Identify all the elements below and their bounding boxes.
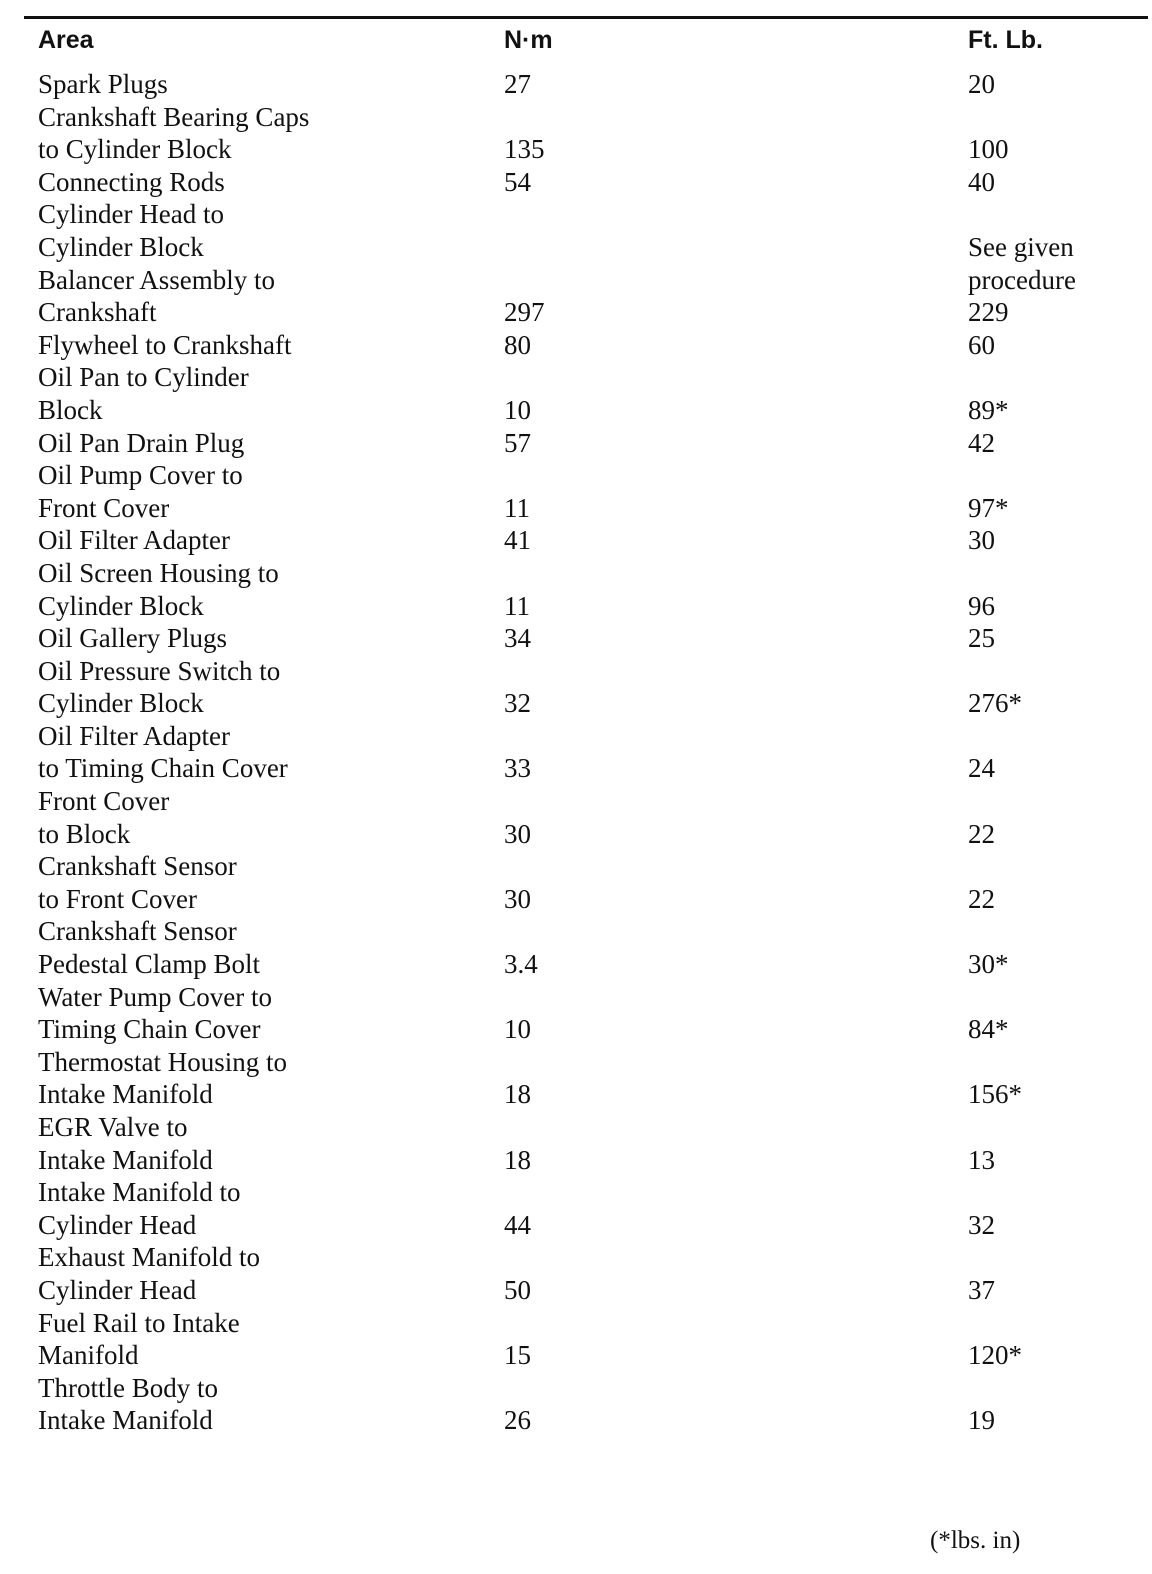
area-cell: to Block [38,818,131,849]
area-cell: to Front Cover [38,883,197,914]
table-row [0,68,1152,101]
ft-lb-cell: 42 [968,427,995,458]
table-row [0,329,1152,362]
area-cell: Water Pump Cover to [38,981,273,1012]
area-cell: Intake Manifold to [38,1177,241,1208]
area-cell: Cylinder Block [38,231,204,262]
ft-lb-cell: 96 [968,590,995,621]
area-cell: Cylinder Head [38,1274,197,1305]
nm-cell: 44 [504,1209,531,1240]
area-cell: Front Cover [38,786,170,817]
area-cell: Exhaust Manifold to [38,1242,260,1273]
table-row [0,524,1152,557]
ft-lb-cell: 22 [968,818,995,849]
nm-cell: 34 [504,623,531,654]
table-row [0,1176,1152,1241]
ft-lb-cell: 97* [968,492,1009,523]
ft-lb-cell: 40 [968,166,995,197]
area-cell: Thermostat Housing to [38,1046,287,1077]
area-cell: Intake Manifold [38,1144,213,1175]
table-row [0,166,1152,199]
table-row [0,361,1152,426]
ft-lb-cell: 229 [968,297,1009,328]
ft-lb-cell: 30 [968,525,995,556]
table-row [0,1372,1152,1437]
table-row [0,622,1152,655]
ft-lb-cell: 13 [968,1144,995,1175]
nm-cell: 10 [504,1014,531,1045]
ft-lb-cell: 19 [968,1405,995,1436]
nm-cell: 30 [504,883,531,914]
area-cell: Throttle Body to [38,1372,218,1403]
area-cell: Timing Chain Cover [38,1014,261,1045]
ft-lb-cell: 24 [968,753,995,784]
area-cell: to Cylinder Block [38,134,232,165]
area-cell: Oil Gallery Plugs [38,623,227,654]
table-row [0,915,1152,980]
table-row [0,1046,1152,1111]
table-row [0,427,1152,460]
table-row [0,720,1152,785]
area-cell: Intake Manifold [38,1079,213,1110]
area-cell: Cylinder Block [38,590,204,621]
ft-lb-cell: 22 [968,883,995,914]
nm-cell: 11 [504,492,530,523]
nm-cell: 18 [504,1144,531,1175]
table-row [0,1241,1152,1306]
nm-cell: 3.4 [504,949,538,980]
ft-lb-cell: 37 [968,1274,995,1305]
table-row [0,850,1152,915]
ft-lb-cell: See given [968,231,1074,262]
area-cell: Oil Screen Housing to [38,557,279,588]
header-area: Area [38,26,94,54]
area-cell: Oil Pressure Switch to [38,655,281,686]
area-cell: Oil Pan Drain Plug [38,427,245,458]
area-cell: Oil Filter Adapter [38,525,230,556]
nm-cell: 10 [504,394,531,425]
area-cell: EGR Valve to [38,1112,188,1142]
area-cell: Intake Manifold [38,1405,213,1436]
nm-cell: 15 [504,1340,531,1371]
ft-lb-cell: 89* [968,394,1009,425]
nm-cell: 26 [504,1405,531,1436]
nm-cell: 41 [504,525,531,556]
table-row [0,785,1152,850]
ft-lb-cell: 30* [968,949,1009,980]
area-cell: Oil Pan to Cylinder [38,362,249,393]
header-nm: N·m [504,26,553,54]
area-cell: Oil Pump Cover to [38,460,243,491]
nm-cell: 54 [504,166,531,197]
table-row [0,1111,1152,1176]
table-row [0,101,1152,166]
area-cell: Cylinder Head [38,1209,197,1240]
footnote: (*lbs. in) [930,1527,1021,1554]
nm-cell: 297 [504,297,545,328]
area-cell: Spark Plugs [38,69,168,99]
table-row [0,459,1152,524]
nm-cell: 32 [504,688,531,719]
area-cell: Crankshaft Sensor [38,916,237,947]
header-ft-lb: Ft. Lb. [968,26,1043,54]
area-cell: Front Cover [38,492,170,523]
area-cell: Fuel Rail to Intake [38,1307,240,1338]
top-rule [24,16,1148,19]
table-row [0,655,1152,720]
nm-cell: 50 [504,1274,531,1305]
ft-lb-cell: 84* [968,1014,1009,1045]
table-row [0,981,1152,1046]
area-cell: Balancer Assembly to [38,264,275,295]
nm-cell: 135 [504,134,545,165]
area-cell: Connecting Rods [38,166,225,197]
ft-lb-cell: 25 [968,623,995,654]
nm-cell: 11 [504,590,530,621]
area-cell: Crankshaft [38,297,157,328]
nm-cell: 33 [504,753,531,784]
area-cell: Crankshaft Bearing Caps [38,101,310,132]
table-header [0,26,1152,60]
ft-lb-cell: 20 [968,69,995,99]
area-cell: Crankshaft Sensor [38,851,237,882]
nm-cell: 18 [504,1079,531,1110]
nm-cell: 80 [504,329,531,360]
area-cell: Block [38,394,103,425]
nm-cell: 30 [504,818,531,849]
area-cell: Cylinder Block [38,688,204,719]
table-row [0,264,1152,329]
area-cell: Pedestal Clamp Bolt [38,949,260,980]
ft-lb-cell: 156* [968,1079,1022,1110]
ft-lb-cell: 100 [968,134,1009,165]
ft-lb-cell: procedure [968,264,1076,295]
nm-cell: 57 [504,427,531,458]
ft-lb-cell: 32 [968,1209,995,1240]
ft-lb-cell: 276* [968,688,1022,719]
table-row [0,557,1152,622]
ft-lb-cell: 120* [968,1340,1022,1371]
torque-table-body [0,68,1152,1437]
table-row [0,1307,1152,1372]
area-cell: Cylinder Head to [38,199,224,230]
area-cell: Oil Filter Adapter [38,720,230,751]
area-cell: to Timing Chain Cover [38,753,288,784]
area-cell: Flywheel to Crankshaft [38,329,292,360]
ft-lb-cell: 60 [968,329,995,360]
area-cell: Manifold [38,1340,139,1371]
nm-cell: 27 [504,69,531,99]
